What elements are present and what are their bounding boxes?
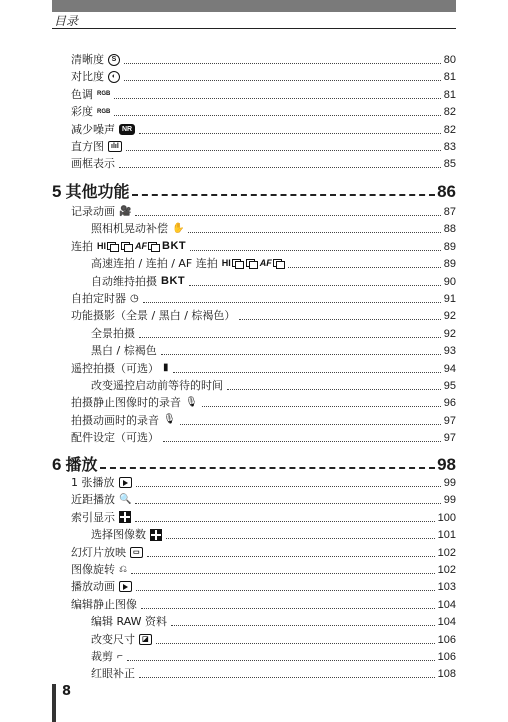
section-number: 5 xyxy=(52,182,62,201)
mic-icon: 🎙 xyxy=(163,414,176,426)
toc-entry-page: 96 xyxy=(443,397,456,410)
toc-entry-page: 90 xyxy=(443,275,456,288)
toc-entry-label: 连拍 xyxy=(71,239,93,253)
play-icon xyxy=(119,581,132,592)
section-title: 其他功能 xyxy=(65,182,130,201)
hi-sequential-icon: HI xyxy=(222,259,243,268)
dot-leader xyxy=(126,149,441,151)
toc-entry-label: 改变尺寸 xyxy=(91,632,135,646)
toc-entry-page: 104 xyxy=(437,616,456,629)
toc-entry-icons xyxy=(222,259,284,268)
toc-entry-icons xyxy=(108,71,120,83)
toc-entry[interactable] xyxy=(71,52,456,67)
mic-icon: 🎙 xyxy=(185,396,198,408)
toc-entry-page: 81 xyxy=(443,71,456,84)
toc-entry-label: 索引显示 xyxy=(71,510,115,524)
dot-leader xyxy=(163,440,441,442)
dot-leader xyxy=(288,266,441,268)
sequential-stack-icon xyxy=(148,242,159,251)
toc-entry-icons xyxy=(185,398,198,408)
toc-entry-label: 幻灯片放映 xyxy=(71,545,126,559)
dash-leader xyxy=(132,193,435,196)
toc-entry-page: 85 xyxy=(443,158,456,171)
toc-entry-page: 100 xyxy=(437,511,456,524)
sequential-icon xyxy=(121,242,132,251)
toc-entry-icons xyxy=(119,495,131,505)
toc-entry-label: 改变遥控启动前等待的时间 xyxy=(91,379,223,392)
toc-entry-page: 91 xyxy=(443,293,456,305)
toc-entry[interactable] xyxy=(71,597,456,612)
toc-entry[interactable] xyxy=(91,527,456,542)
toc-entry-icons xyxy=(97,109,110,115)
toc-entry[interactable] xyxy=(71,510,456,525)
toc-entry[interactable] xyxy=(71,239,456,254)
nr-icon: NR xyxy=(119,124,135,135)
toc-entry-icons xyxy=(119,207,131,217)
toc-entry[interactable] xyxy=(71,361,456,376)
toc-entry-icons xyxy=(163,415,176,425)
index-icon xyxy=(119,511,131,523)
toc-entry-label: 照相机晃动补偿 xyxy=(91,222,168,236)
toc-entry[interactable] xyxy=(71,579,456,594)
toc-entry-page: 95 xyxy=(443,380,456,392)
dot-leader xyxy=(166,537,435,539)
toc-entry-label: 直方图 xyxy=(71,140,104,153)
toc-entry-page: 99 xyxy=(443,477,456,489)
toc-entry[interactable] xyxy=(71,122,456,137)
section-heading[interactable] xyxy=(52,452,456,474)
toc-entry-icons xyxy=(119,565,127,575)
toc-entry-page: 82 xyxy=(443,106,456,119)
dot-leader xyxy=(135,502,440,504)
dot-leader xyxy=(114,114,440,116)
toc-entry-icons xyxy=(97,91,110,97)
dot-leader xyxy=(239,318,440,320)
dot-leader xyxy=(131,572,435,574)
resize-icon: ◪ xyxy=(139,634,152,645)
toc-entry[interactable] xyxy=(71,104,456,119)
movie-icon: 🎥 xyxy=(119,205,132,217)
dot-leader xyxy=(143,301,441,303)
dot-leader xyxy=(127,659,435,661)
toc-entry-page: 94 xyxy=(443,362,456,375)
toc-entry-label: 全景拍摄 xyxy=(91,326,135,340)
toc-entry-label: 红眼补正 xyxy=(91,667,135,681)
toc-entry-label: 编辑 RAW 资料 xyxy=(91,615,167,629)
toc-entry-icons xyxy=(119,581,132,592)
toc-entry[interactable] xyxy=(91,666,456,681)
toc-entry-label: 播放动画 xyxy=(71,580,115,594)
toc-entry[interactable] xyxy=(71,545,456,560)
page-edge-rule xyxy=(52,684,56,722)
section-page: 86 xyxy=(437,182,456,201)
toc-entry-label: 裁剪 xyxy=(91,650,113,663)
toc-entry-page: 92 xyxy=(443,327,456,340)
histogram-icon: ılıl xyxy=(108,141,122,152)
dot-leader xyxy=(136,589,435,591)
af-sequential-icon: AF xyxy=(260,259,284,268)
toc-entry-icons xyxy=(119,477,132,488)
toc-entry[interactable] xyxy=(91,614,456,629)
toc-entry-page: 88 xyxy=(443,223,456,236)
toc-entry[interactable] xyxy=(71,308,456,323)
dot-leader xyxy=(139,336,441,338)
toc-entry[interactable] xyxy=(71,430,456,445)
toc-entry-page: 87 xyxy=(443,206,456,218)
toc-entry-page: 82 xyxy=(443,123,456,136)
dot-leader xyxy=(173,371,441,373)
dot-leader xyxy=(188,231,440,233)
toc-entry-label: 对比度 xyxy=(71,70,104,84)
hi-sequential-icon: HI xyxy=(97,242,118,251)
toc-entry[interactable] xyxy=(71,492,456,507)
dot-leader xyxy=(139,132,441,134)
page-title: 目录 xyxy=(54,14,79,28)
toc-entry-page: 106 xyxy=(437,633,456,646)
toc-entry-page: 92 xyxy=(443,310,456,323)
toc-entry-page: 102 xyxy=(437,564,456,576)
toc-entry-icons xyxy=(119,124,135,135)
toc-entry[interactable] xyxy=(91,343,456,358)
toc-entry-label: 拍摄动画时的录音 xyxy=(71,413,159,427)
toc-entry-icons xyxy=(139,634,152,645)
dot-leader xyxy=(189,284,441,286)
toc-entry-icons xyxy=(172,224,184,234)
bkt-icon: BKT xyxy=(162,239,187,252)
toc-entry[interactable] xyxy=(71,395,456,410)
sequential-icon xyxy=(246,259,257,268)
toc-entry-label: 黑白 / 棕褐色 xyxy=(91,344,157,358)
toc-entry[interactable] xyxy=(71,291,456,306)
index-icon xyxy=(150,529,162,541)
page-number: 8 xyxy=(62,684,72,699)
dot-leader xyxy=(156,642,435,644)
toc-entry-label: 色调 xyxy=(71,87,93,101)
toc-entry-page: 80 xyxy=(443,54,456,66)
dot-leader xyxy=(147,555,435,557)
remote-icon: ▮ xyxy=(163,362,169,374)
dot-leader xyxy=(119,166,441,168)
toc-entry[interactable] xyxy=(91,326,456,341)
toc-entry-label: 减少噪声 xyxy=(71,122,115,136)
toc-entry-label: 配件设定（可选） xyxy=(71,431,159,445)
toc-entry-label: 选择图像数 xyxy=(91,528,146,542)
dot-leader xyxy=(227,388,441,390)
toc-entry-label: 画框表示 xyxy=(71,157,115,171)
sharpness-icon: S xyxy=(108,54,120,66)
shake-icon: ✋ xyxy=(172,222,185,234)
toc-entry[interactable] xyxy=(71,69,456,84)
toc-entry-page: 93 xyxy=(443,345,456,358)
sequential-stack-icon xyxy=(232,259,243,268)
toc-entry-page: 108 xyxy=(437,668,456,681)
dot-leader xyxy=(190,249,441,251)
toc-entry[interactable] xyxy=(71,475,456,490)
toc-entry-page: 89 xyxy=(443,240,456,253)
dot-leader xyxy=(202,405,441,407)
toc-entry-page: 81 xyxy=(443,88,456,101)
sequential-stack-icon xyxy=(273,259,284,268)
toc-entry[interactable] xyxy=(91,256,456,271)
dot-leader xyxy=(135,520,435,522)
toc-entry-icons xyxy=(119,511,131,523)
dot-leader xyxy=(135,214,440,216)
toc-entry-label: 自动维持拍摄 xyxy=(91,274,157,288)
toc-entry-icons xyxy=(108,54,120,66)
toc-entry-page: 104 xyxy=(437,598,456,611)
section-title: 播放 xyxy=(65,455,98,474)
header-divider xyxy=(52,28,456,29)
contrast-icon: ◐ xyxy=(108,71,120,83)
crop-icon: ⌐ xyxy=(117,650,123,662)
bkt-icon: BKT xyxy=(161,274,186,287)
zoom-icon: 🔍 xyxy=(119,493,132,505)
toc-entry-label: 图像旋转 xyxy=(71,563,115,576)
toc-entry-page: 102 xyxy=(437,546,456,559)
dot-leader xyxy=(114,97,440,99)
dot-leader xyxy=(124,62,441,64)
toc-entry-icons xyxy=(130,294,139,304)
toc-entry-label: 编辑静止图像 xyxy=(71,597,137,611)
dot-leader xyxy=(124,79,441,81)
toc-entry-icons xyxy=(163,363,169,373)
rgb-saturation-icon: RGB xyxy=(97,108,111,115)
section-heading[interactable] xyxy=(52,179,456,201)
toc-entry-icons xyxy=(161,276,185,287)
toc-entry-label: 1 张播放 xyxy=(71,476,115,489)
dot-leader xyxy=(180,423,441,425)
toc-entry-label: 高速连拍 / 连拍 / AF 连拍 xyxy=(91,257,218,271)
toc-entry[interactable] xyxy=(71,562,456,577)
toc-entry-label: 记录动画 xyxy=(71,205,115,218)
toc-entry-page: 106 xyxy=(437,651,456,663)
toc-entry-label: 自拍定时器 xyxy=(71,292,126,305)
toc-entry-icons xyxy=(108,141,122,152)
toc-entry-label: 彩度 xyxy=(71,105,93,119)
toc-entry-label: 清晰度 xyxy=(71,53,104,66)
rgb-tone-icon: RGB xyxy=(97,91,111,98)
dot-leader xyxy=(136,485,441,487)
toc-entry-label: 近距播放 xyxy=(71,493,115,507)
toc-entry-page: 103 xyxy=(437,581,456,594)
header-bar xyxy=(52,0,456,12)
toc-entry[interactable] xyxy=(91,274,456,289)
toc-entry-icons xyxy=(97,241,186,252)
toc-entry-label: 拍摄静止图像时的录音 xyxy=(71,396,181,410)
toc-entry-page: 99 xyxy=(443,494,456,507)
toc-entry-icons xyxy=(117,652,123,662)
dot-leader xyxy=(139,676,435,678)
toc-entry-label: 功能摄影（全景 / 黑白 / 棕褐色） xyxy=(71,309,236,323)
dot-leader xyxy=(161,353,441,355)
toc-entry[interactable] xyxy=(71,156,456,171)
play-icon xyxy=(119,477,132,488)
toc-entry-icons xyxy=(130,547,143,558)
toc-entry-icons xyxy=(150,529,162,541)
toc-entry[interactable] xyxy=(91,378,456,393)
toc-entry-page: 97 xyxy=(443,432,456,445)
rotate-icon: ⎌ xyxy=(119,563,127,575)
slideshow-icon: ▭ xyxy=(130,547,143,558)
toc-entry[interactable] xyxy=(91,632,456,647)
toc-entry[interactable] xyxy=(71,87,456,102)
toc-entry-page: 97 xyxy=(443,414,456,427)
section-number: 6 xyxy=(52,455,62,474)
toc-entry-page: 101 xyxy=(437,529,456,542)
dash-leader xyxy=(100,466,435,469)
af-sequential-icon: AF xyxy=(135,242,159,251)
dot-leader xyxy=(171,624,435,626)
toc-entry[interactable] xyxy=(71,413,456,428)
toc-entry[interactable] xyxy=(91,221,456,236)
toc-entry-page: 89 xyxy=(443,258,456,271)
dot-leader xyxy=(141,607,435,609)
section-page: 98 xyxy=(437,455,456,474)
toc-entry-page: 83 xyxy=(443,141,456,153)
toc-entry-label: 遥控拍摄（可选） xyxy=(71,361,159,375)
toc-entry[interactable] xyxy=(71,139,456,154)
sequential-stack-icon xyxy=(107,242,118,251)
self-timer-icon: ◷ xyxy=(130,292,139,304)
toc-entry[interactable] xyxy=(91,649,456,664)
toc-entry[interactable] xyxy=(71,204,456,219)
